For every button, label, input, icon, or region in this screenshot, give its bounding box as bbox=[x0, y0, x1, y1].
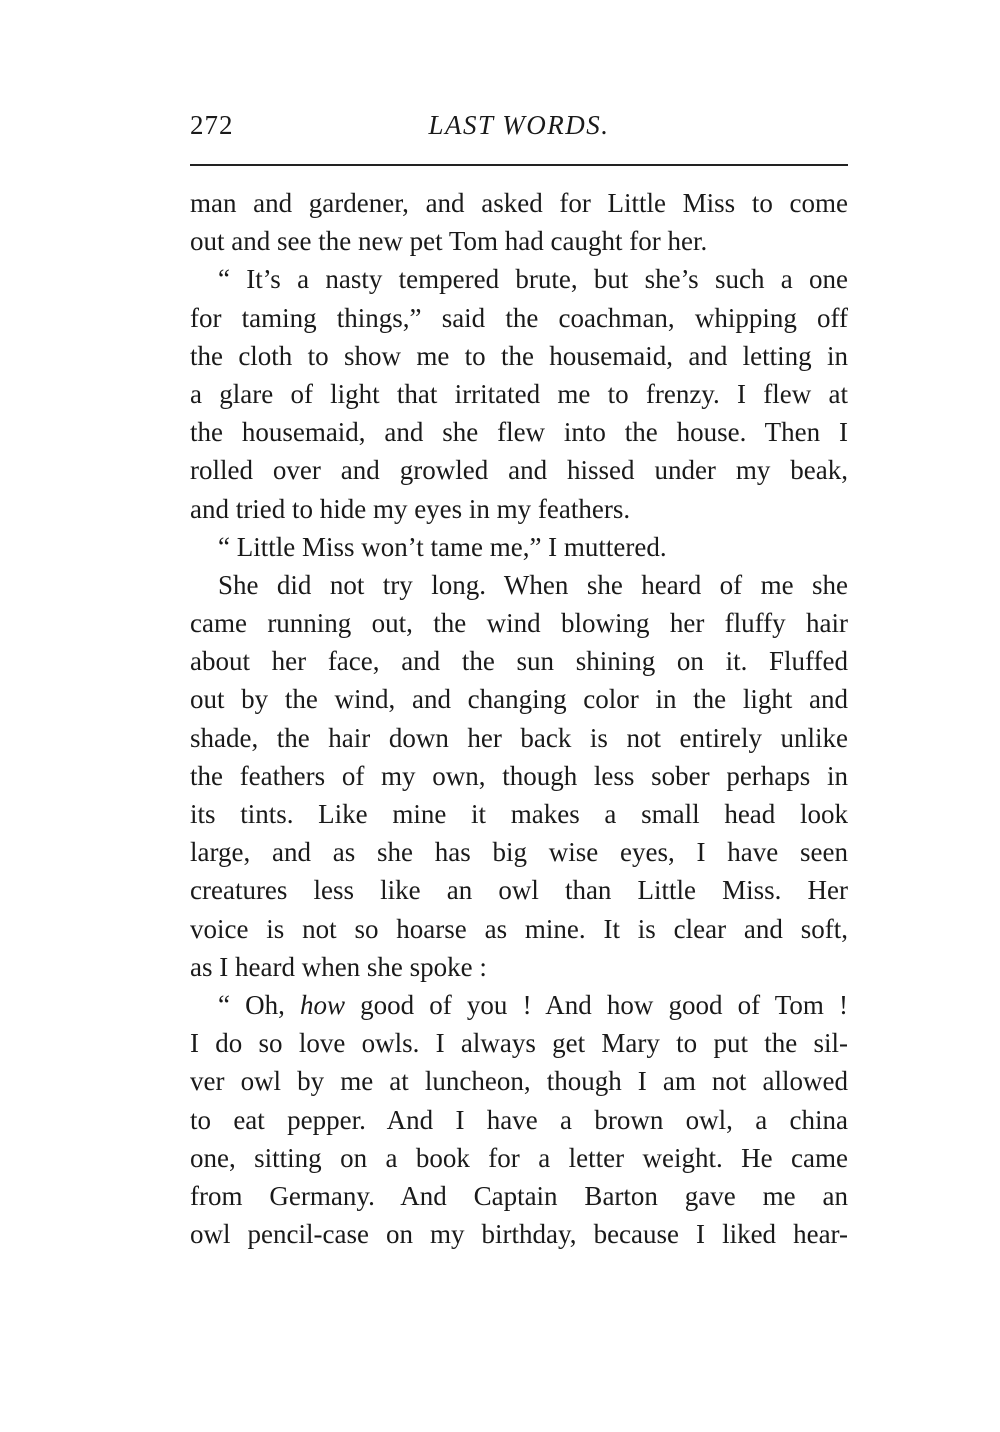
page-header bbox=[190, 110, 848, 150]
text-line: as I heard when she spoke : bbox=[190, 951, 487, 982]
text-line: owl pencil-case on my birthday, because I liked hear- bbox=[190, 1219, 848, 1250]
text-line: shade, the hair down her back is not entirely unlike bbox=[190, 722, 848, 753]
text-line: came running out, the wind blowing her fluffy hair bbox=[190, 608, 848, 639]
text-line: “ Little Miss won’t tame me,” I muttered. bbox=[218, 531, 667, 562]
text-line: to eat pepper. And I have a brown owl, a china bbox=[190, 1104, 848, 1135]
page-number: 272 bbox=[190, 110, 234, 140]
header-rule bbox=[190, 164, 848, 166]
text-line: voice is not so hoarse as mine. It is clear and soft, bbox=[190, 913, 848, 944]
text-line: one, sitting on a book for a letter weight. He came bbox=[190, 1142, 848, 1173]
text-line: I do so love owls. I always get Mary to put the sil- bbox=[190, 1028, 848, 1059]
text-line: the cloth to show me to the housemaid, and letting in bbox=[190, 340, 848, 371]
text-line: from Germany. And Captain Barton gave me an bbox=[190, 1180, 848, 1211]
text-line: the feathers of my own, though less sober perhaps in bbox=[190, 760, 848, 791]
running-title: LAST WORDS. bbox=[428, 110, 610, 140]
text-line: and tried to hide my eyes in my feathers. bbox=[190, 493, 631, 524]
text-line: a glare of light that irritated me to frenzy. I flew at bbox=[190, 378, 848, 409]
body-text bbox=[190, 184, 848, 1253]
paragraph bbox=[190, 260, 848, 527]
text-line: ver owl by me at luncheon, though I am not allowed bbox=[190, 1066, 848, 1097]
paragraph bbox=[190, 528, 848, 566]
text-line: about her face, and the sun shining on it. Fluffed bbox=[190, 646, 848, 677]
text-line: rolled over and growled and hissed under my beak, bbox=[190, 455, 848, 486]
emphasized-word: how bbox=[300, 989, 346, 1020]
text-line: the housemaid, and she flew into the house. Then I bbox=[190, 417, 848, 448]
text-line: She did not try long. When she heard of me she bbox=[218, 569, 848, 600]
text-line: out by the wind, and changing color in the light and bbox=[190, 684, 848, 715]
paragraph bbox=[190, 566, 848, 986]
paragraph bbox=[190, 184, 848, 260]
text-line: man and gardener, and asked for Little Miss to come bbox=[190, 188, 848, 218]
text-line: creatures less like an owl than Little Miss. Her bbox=[190, 875, 848, 906]
paragraph bbox=[190, 986, 848, 1253]
text-line: for taming things,” said the coachman, whipping off bbox=[190, 302, 848, 333]
text-line: “ It’s a nasty tempered brute, but she’s such a one bbox=[218, 264, 848, 295]
text-line: out and see the new pet Tom had caught for her. bbox=[190, 226, 708, 257]
text-line: large, and as she has big wise eyes, I have seen bbox=[190, 837, 848, 868]
text-line-with-emphasis: “ Oh, how good of you ! And how good of Tom ! bbox=[218, 989, 849, 1020]
text-line: its tints. Like mine it makes a small head look bbox=[190, 799, 848, 829]
